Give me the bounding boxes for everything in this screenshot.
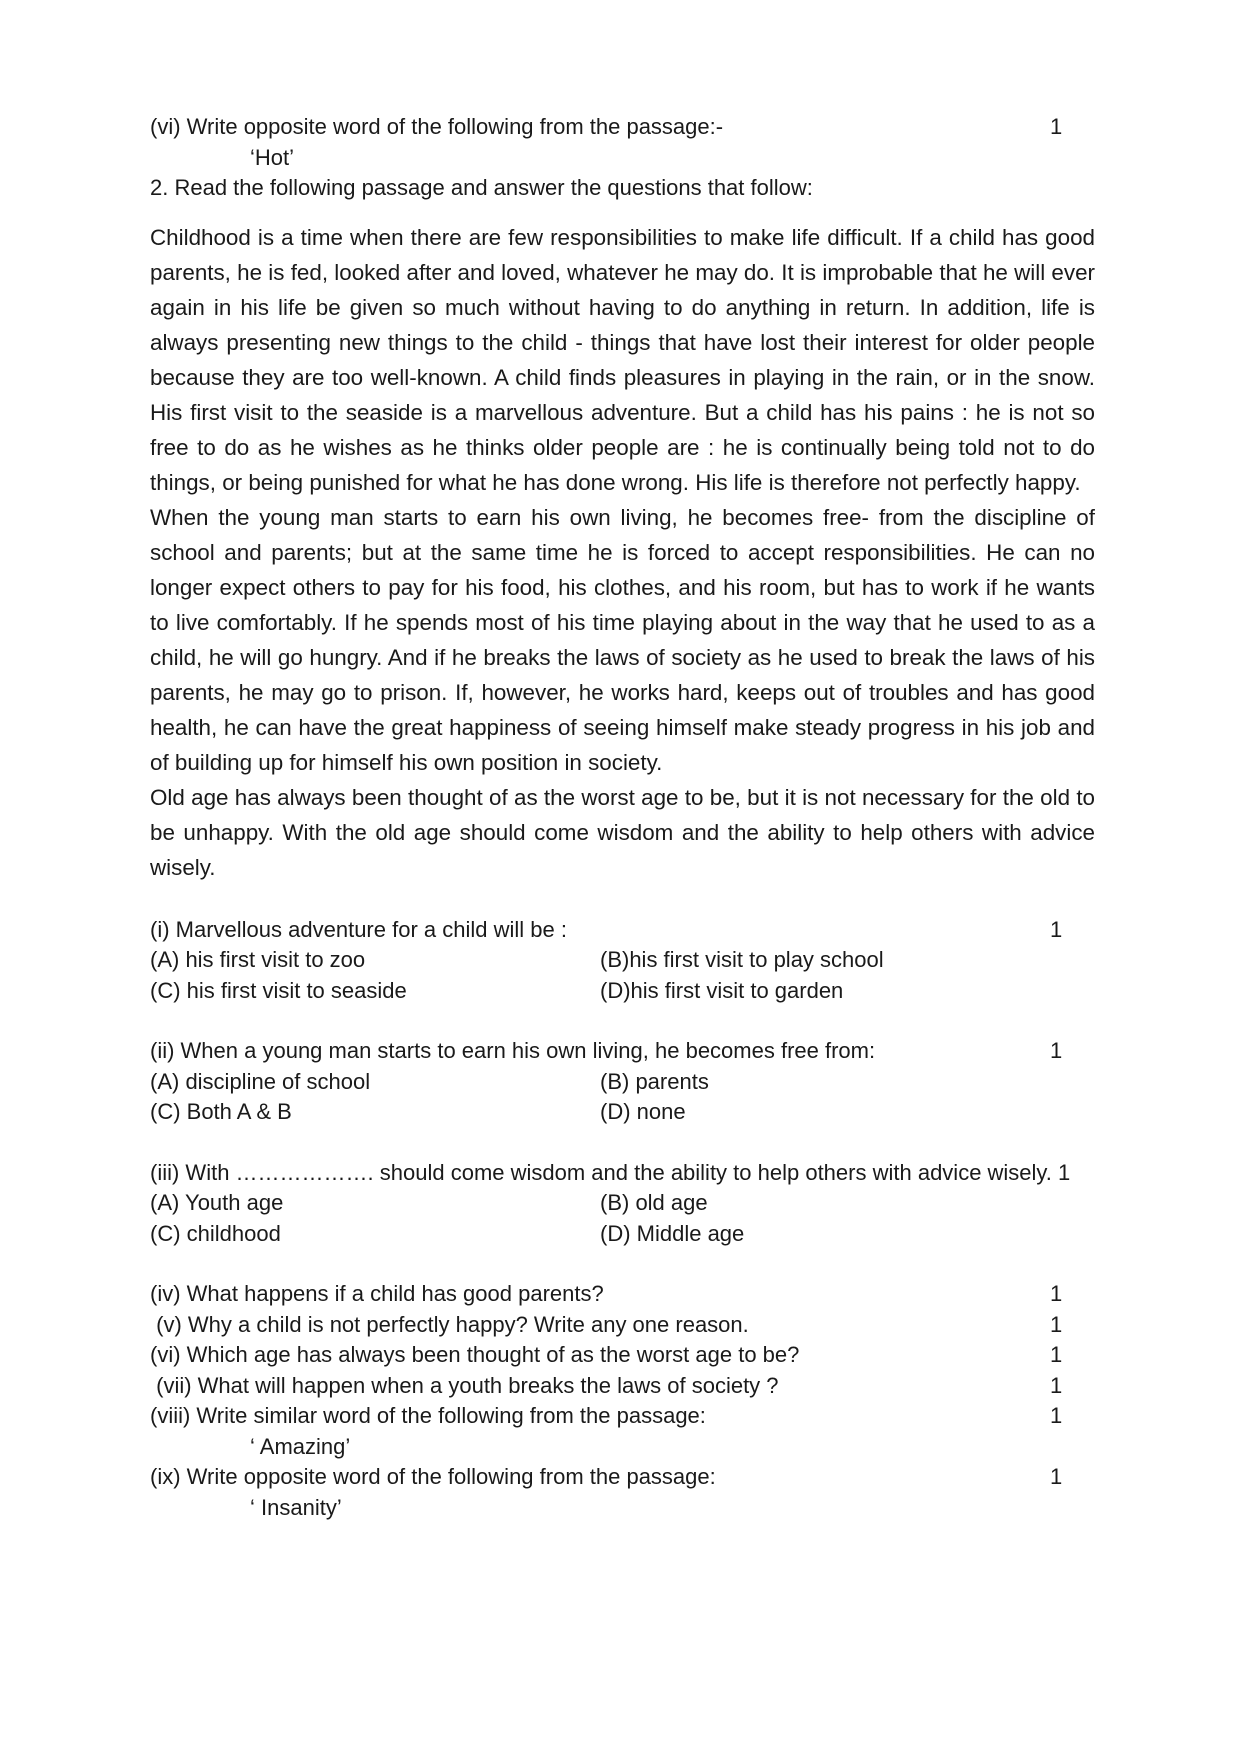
- target-word: ‘ Amazing’: [250, 1433, 351, 1459]
- question-ix: [150, 1462, 1095, 1493]
- option-a: (A) Youth age: [150, 1190, 284, 1215]
- mcq-iii: [150, 1158, 1095, 1250]
- marks: 1: [1050, 1311, 1063, 1337]
- passage-paragraph: When the young man starts to earn his own living, he becomes free- from the discipline of school and parents; but at the same time he is forced to accept responsibilities. He can no longer expect others to pay for his food, his clothes, and his room, but has to work if he wants to live comfortably. If he spends most of his time playing about in the way that he used to as a child, he will go hungry. And if he breaks the laws of society as he used to break the laws of his parents, he may go to prison. If, however, he works hard, keeps out of troubles and has good health, he can have the great happiness of seeing himself make steady progress in his job and of building up for himself his own position in society.: [150, 504, 1095, 775]
- mcq-i: [150, 915, 1095, 1007]
- marks: 1: [1050, 916, 1063, 942]
- option-b: (B) parents: [600, 1068, 709, 1094]
- option-a: (A) his first visit to zoo: [150, 947, 366, 972]
- option-d: (D) none: [600, 1099, 686, 1124]
- option-c: (C) Both A & B: [150, 1099, 292, 1124]
- question-vi-previous: [150, 112, 1095, 143]
- question-text: (vi) Which age has always been thought of as the worst age to be?: [150, 1342, 800, 1367]
- question-text: (vii) What will happen when a youth breaks the laws of society ?: [150, 1372, 779, 1398]
- target-word: ‘Hot’: [250, 144, 295, 170]
- marks: 1: [1050, 1372, 1063, 1398]
- marks: 1: [1050, 1038, 1063, 1063]
- exam-page: [150, 112, 1095, 1523]
- option-d: (D) Middle age: [600, 1220, 745, 1246]
- question-text: (iv) What happens if a child has good parents?: [150, 1281, 604, 1306]
- option-c: (C) his first visit to seaside: [150, 977, 407, 1003]
- passage-paragraph: Old age has always been thought of as the worst age to be, but it is not necessary for the old to be unhappy. With the old age should come wisdom and the ability to help others with advice wisely.: [150, 784, 1095, 880]
- question-text: (vi) Write opposite word of the following from the passage:-: [150, 114, 724, 139]
- question-text: (viii) Write similar word of the following from the passage:: [150, 1403, 706, 1428]
- question-text: (ix) Write opposite word of the following from the passage:: [150, 1464, 716, 1489]
- question-vii: [150, 1371, 1095, 1402]
- target-word: ‘ Insanity’: [250, 1494, 342, 1520]
- mcq-ii: [150, 1036, 1095, 1128]
- marks: 1: [1050, 114, 1063, 139]
- option-d: (D)his first visit to garden: [600, 977, 844, 1003]
- reading-passage: [150, 220, 1095, 885]
- question-viii: [150, 1401, 1095, 1432]
- option-b: (B) old age: [600, 1190, 708, 1215]
- option-a: (A) discipline of school: [150, 1068, 371, 1094]
- question-text: (i) Marvellous adventure for a child will be :: [150, 916, 567, 942]
- question-v: [150, 1310, 1095, 1341]
- marks: 1: [1050, 1342, 1063, 1367]
- option-c: (C) childhood: [150, 1220, 281, 1246]
- marks: 1: [1050, 1403, 1063, 1428]
- question-vi: [150, 1340, 1095, 1371]
- short-questions: [150, 1279, 1095, 1523]
- section-heading: 2. Read the following passage and answer the questions that follow:: [150, 175, 813, 200]
- passage-paragraph: Childhood is a time when there are few responsibilities to make life difficult. If a child has good parents, he is fed, looked after and loved, whatever he may do. It is improbable that he will ever again in his life be given so much without having to do anything in return. In addition, life is always presenting new things to the child - things that have lost their interest for older people because they are too well-known. A child finds pleasures in playing in the rain, or in the snow. His first visit to the seaside is a marvellous adventure. But a child has his pains : he is not so free to do as he wishes as he thinks older people are : he is continually being told not to do things, or being punished for what he has done wrong. His life is therefore not perfectly happy.: [150, 224, 1095, 495]
- question-text: (iii) With ………………. should come wisdom and the ability to help others with advice wisely. 1: [150, 1159, 1071, 1185]
- option-b: (B)his first visit to play school: [600, 947, 884, 972]
- question-iv: [150, 1279, 1095, 1310]
- marks: 1: [1050, 1281, 1063, 1306]
- marks: 1: [1050, 1464, 1063, 1489]
- question-text: (ii) When a young man starts to earn his own living, he becomes free from:: [150, 1038, 876, 1063]
- question-text: (v) Why a child is not perfectly happy? Write any one reason.: [150, 1311, 749, 1337]
